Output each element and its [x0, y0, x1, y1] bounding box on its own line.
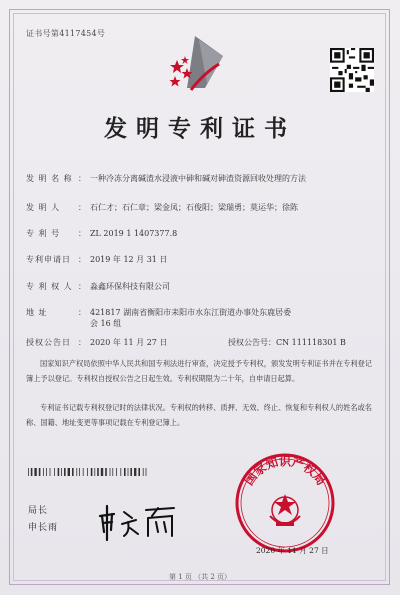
paragraph-grant-statement: 国家知识产权局依照中华人民共和国专利法进行审查，决定授予专利权，颁发发明专利证书并在专利登记簿上予以登记。专利权自授权公告之日起生效。专利权期限为二十年，自申请日起算。: [26, 359, 372, 383]
signer-title: 局长: [28, 506, 49, 516]
address-line-2: 会 16 组: [90, 319, 122, 328]
barcode-bar: [39, 468, 41, 476]
barcode-bar: [79, 468, 80, 476]
barcode-bar: [97, 468, 99, 476]
field-invention-name: 发 明 名 称 ： 一种冷冻分离碱渣水浸液中砷和碱对砷渣资源回收处理的方法: [26, 174, 306, 183]
barcode-bar: [50, 468, 51, 476]
page-footer: 第 1 页 （共 2 页）: [168, 573, 232, 581]
seal-text: 国家知识产权局: [241, 454, 329, 488]
barcode-bar: [83, 468, 84, 476]
barcode-bar: [54, 468, 55, 476]
barcode-bar: [116, 468, 117, 476]
field-grant-number: 授权公告号：CN 111118301 B: [228, 338, 346, 347]
barcode: [28, 468, 148, 476]
barcode-bar: [43, 468, 44, 476]
barcode-bar: [61, 468, 62, 476]
barcode-bar: [130, 468, 132, 476]
barcode-bar: [58, 468, 60, 476]
barcode-bar: [64, 468, 66, 476]
barcode-bar: [72, 468, 74, 476]
official-seal: [234, 452, 336, 554]
field-inventors: 发 明 人 ： 石仁才；石仁章；梁金凤；石俊阳；梁瑞勇；莫运华；徐陈: [26, 203, 298, 212]
barcode-bar: [101, 468, 103, 476]
field-patent-number: 专 利 号 ： ZL 2019 1 1407377.8: [26, 229, 178, 238]
certificate-number: 证书号第4117454号: [26, 29, 106, 38]
barcode-bar: [128, 468, 129, 476]
barcode-bar: [134, 468, 136, 476]
svg-text:国家知识产权局: [242, 453, 329, 488]
patent-office-emblem-icon: [165, 34, 235, 92]
field-patentee: 专 利 权 人 ： 淼鑫环保科技有限公司: [26, 282, 170, 291]
barcode-bar: [46, 468, 47, 476]
barcode-bar: [31, 468, 33, 476]
barcode-bar: [143, 468, 144, 476]
barcode-bar: [105, 468, 107, 476]
barcode-bar: [120, 468, 121, 476]
field-address: 地 址 ： 421817 湖南省衡阳市耒阳市水东江街道办事处东鹿居委: [26, 308, 292, 317]
barcode-bar: [146, 468, 147, 476]
barcode-bar: [94, 468, 95, 476]
certificate-title: 发明专利证书: [104, 115, 296, 142]
barcode-bar: [110, 468, 111, 476]
barcode-bar: [138, 468, 140, 476]
barcode-bar: [124, 468, 126, 476]
paragraph-legal-status: 专利证书记载专利权登记时的法律状况。专利权的转移、质押、无效、终止、恢复和专利权人的姓名或名称、国籍、地址变更等事项记载在专利登记簿上。: [26, 403, 372, 427]
qr-code: [330, 48, 374, 92]
barcode-bar: [76, 468, 77, 476]
signer-name: 申长雨: [28, 523, 59, 533]
handwritten-signature: [94, 502, 180, 542]
barcode-bar: [112, 468, 113, 476]
barcode-bar: [28, 468, 29, 476]
barcode-bar: [34, 468, 36, 476]
field-grant-date: 授权公告日 ： 2020 年 11 月 27 日: [26, 338, 168, 347]
field-application-date: 专利申请日 ： 2019 年 12 月 31 日: [26, 255, 168, 264]
barcode-bar: [91, 468, 93, 476]
seal-date: 2020 年 11 月 27 日: [256, 546, 329, 555]
barcode-bar: [68, 468, 70, 476]
barcode-bar: [87, 468, 88, 476]
